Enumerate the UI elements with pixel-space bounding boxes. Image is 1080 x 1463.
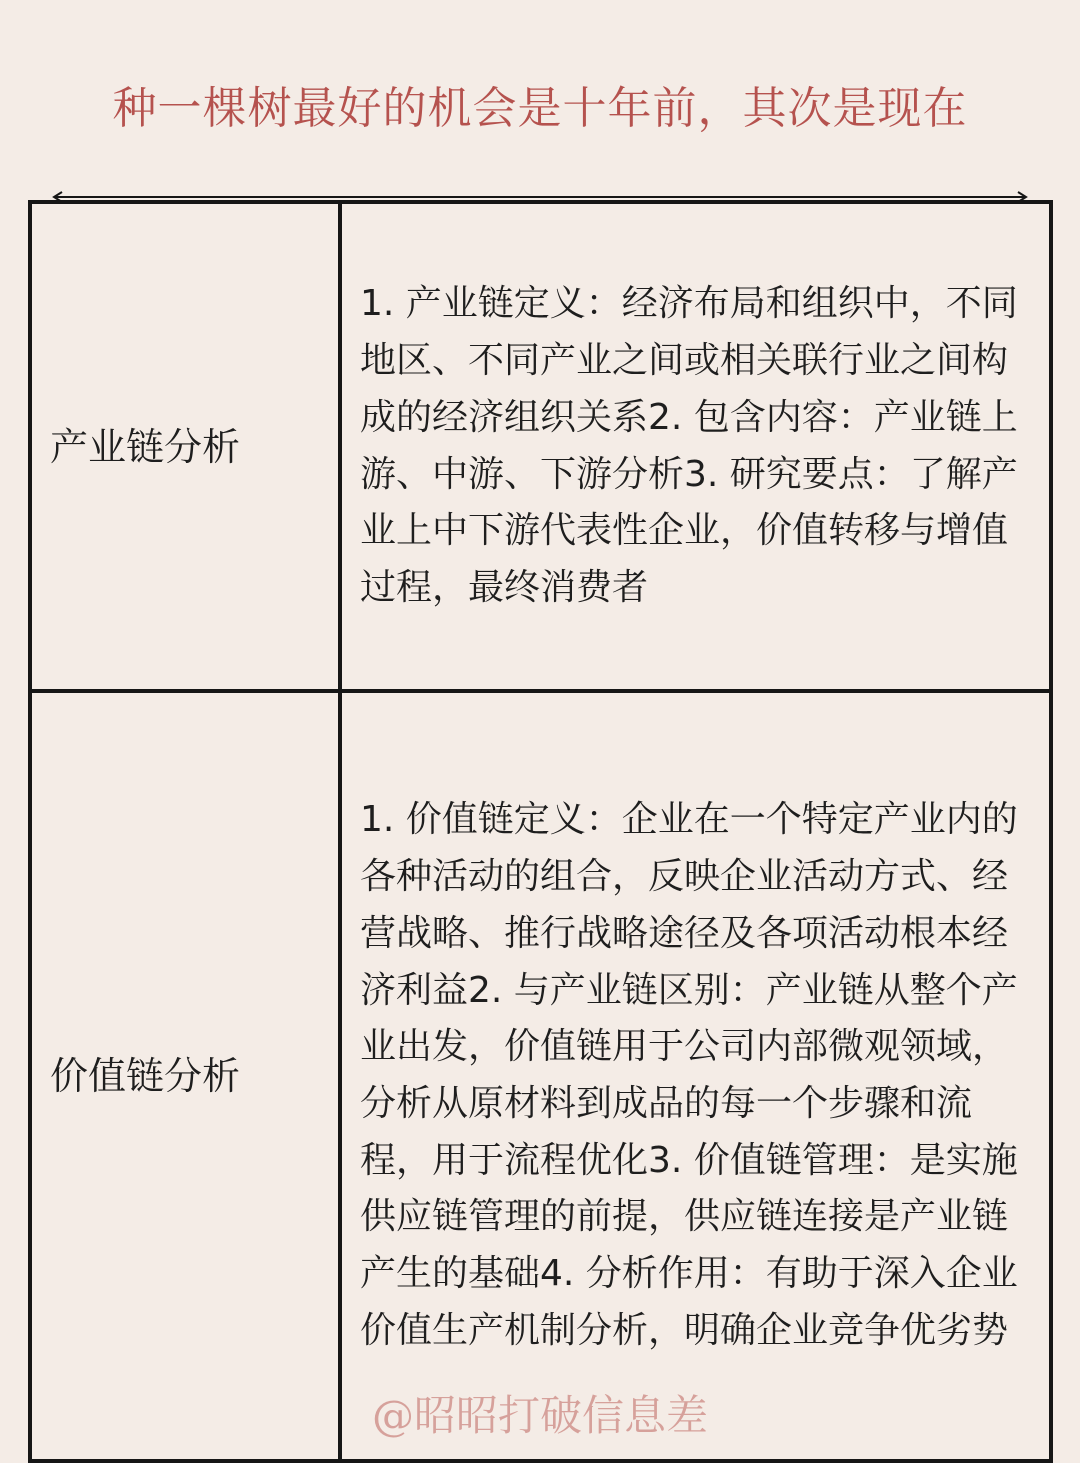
table-row (30, 202, 1051, 691)
table-row (30, 691, 1051, 1461)
row-content-industry-chain: 1. 产业链定义：经济布局和组织中，不同地区、不同产业之间或相关联行业之间构成的经济组织关系2. 包含内容：产业链上游、中游、下游分析3. 研究要点：了解产业上中下游代表性企业，价值转移与增值过程，最终消费者 (340, 202, 1051, 691)
page-title: 种一棵树最好的机会是十年前，其次是现在 (112, 83, 968, 134)
row-content-value-chain: 1. 价值链定义：企业在一个特定产业内的各种活动的组合，反映企业活动方式、经营战略、推行战略途径及各项活动根本经济利益2. 与产业链区别：产业链从整个产业出发，价值链用于公司内部微观领域，分析从原材料到成品的每一个步骤和流程，用于流程优化3. 价值链管理：是实施供应链管理的前提，供应链连接是产业链产生的基础4. 分析作用：有助于深入企业价值生产机制分析，明确企业竞争优劣势 (340, 691, 1051, 1461)
row-label-value-chain: 价值链分析 (30, 691, 340, 1461)
comparison-table (28, 200, 1053, 1463)
watermark: @昭昭打破信息差 (371, 1391, 708, 1440)
row-label-industry-chain: 产业链分析 (30, 202, 340, 691)
